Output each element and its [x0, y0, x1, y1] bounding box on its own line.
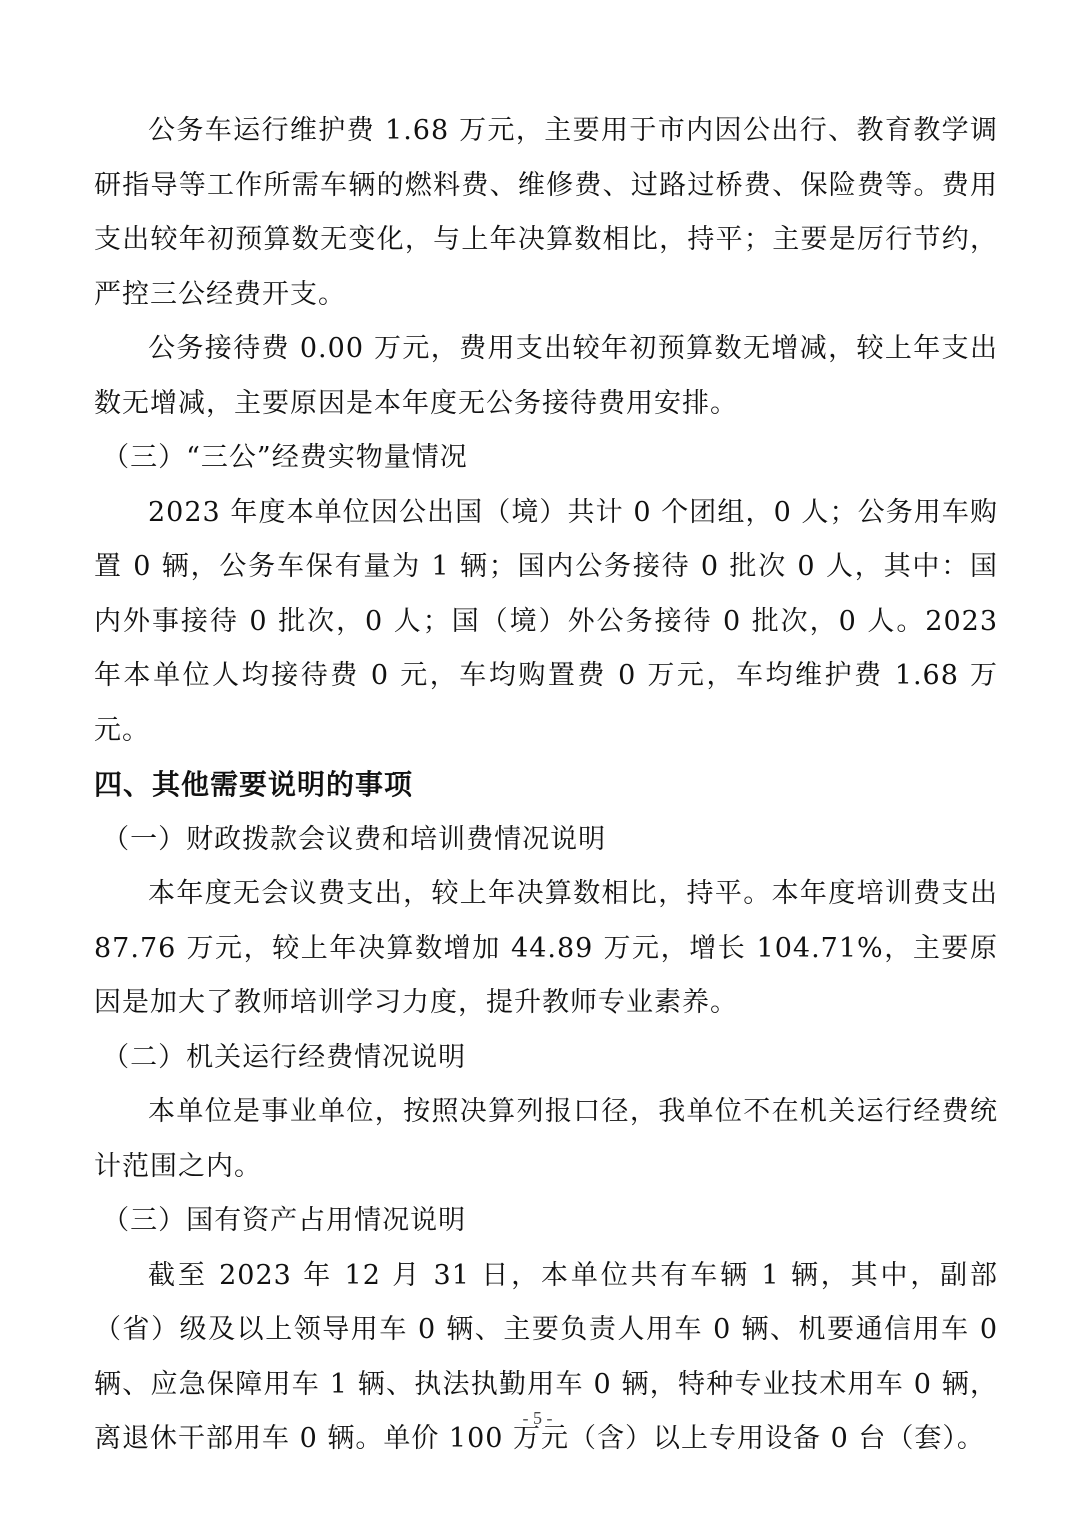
paragraph-reception-expense: 公务接待费 0.00 万元，费用支出较年初预算数无增减，较上年支出数无增减，主要原因是本年度无公务接待费用安排。 — [94, 333, 998, 419]
paragraph-physical-quantity: 2023 年度本单位因公出国（境）共计 0 个团组，0 人；公务用车购置 0 辆，公务车保有量为 1 辆；国内公务接待 0 批次 0 人，其中：国内外事接待 0 批次，0 人；国（境）外公务接待 0 批次，0 人。2023 年本单位人均接待费 0 元，车均购置费 0 万元，车均维护费 1.68 万元。 — [94, 496, 998, 746]
section-heading-state-assets: （三）国有资产占用情况说明 — [102, 1205, 467, 1236]
paragraph-vehicle-maintenance: 公务车运行维护费 1.68 万元，主要用于市内因公出行、教育教学调研指导等工作所需车辆的燃料费、维修费、过路过桥费、保险费等。费用支出较年初预算数无变化，与上年决算数相比，持平；主要是厉行节约，严控三公经费开支。 — [94, 115, 998, 310]
section-heading-physical-quantity: （三）“三公”经费实物量情况 — [102, 442, 468, 473]
section-heading-operating-expense: （二）机关运行经费情况说明 — [102, 1041, 467, 1073]
chapter-heading-other-matters: 四、其他需要说明的事项 — [94, 768, 414, 801]
section-heading-meeting-training: （一）财政拨款会议费和培训费情况说明 — [102, 823, 607, 855]
paragraph-state-assets: 截至 2023 年 12 月 31 日，本单位共有车辆 1 辆，其中，副部（省）级及以上领导用车 0 辆、主要负责人用车 0 辆、机要通信用车 0 辆、应急保障用车 1 辆、执法执勤用车 0 辆，特种专业技术用车 0 辆，离退休干部用车 0 辆。单价 100 万元（含）以上专用设备 0 台（套）。 — [94, 1259, 998, 1454]
document-body — [94, 104, 998, 1467]
paragraph-meeting-training: 本年度无会议费支出，较上年决算数相比，持平。本年度培训费支出 87.76 万元，较上年决算数增加 44.89 万元，增长 104.71%，主要原因是加大了教师培训学习力度，提升教师专业素养。 — [94, 878, 998, 1018]
page-number: - 5 - — [522, 1408, 553, 1428]
paragraph-operating-expense: 本单位是事业单位，按照决算列报口径，我单位不在机关运行经费统计范围之内。 — [94, 1096, 998, 1182]
